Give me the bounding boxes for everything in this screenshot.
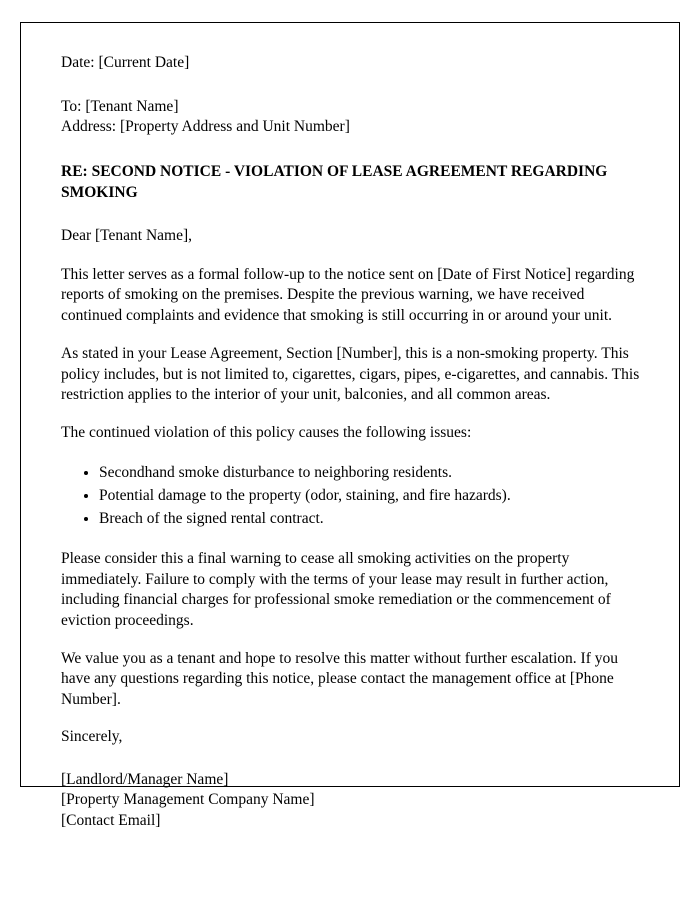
- issues-list: [61, 462, 643, 529]
- paragraph-lease-policy: As stated in your Lease Agreement, Section [Number], this is a non-smoking property. This policy includes, but is not limited to, cigarettes, cigars, pipes, e-cigarettes, and cannabis. This restriction applies to the interior of your unit, balconies, and all common areas.: [61, 345, 640, 404]
- list-item: • Breach of the signed rental contract.: [99, 508, 643, 529]
- signature-name: [Landlord/Manager Name]: [61, 771, 229, 789]
- date-line: Date: [Current Date]: [61, 54, 190, 71]
- salutation: Dear [Tenant Name],: [61, 226, 193, 244]
- letter-frame: [20, 22, 680, 829]
- recipient-block: [61, 97, 643, 137]
- signature-block: [61, 770, 643, 830]
- signature-email: [Contact Email]: [61, 811, 161, 829]
- signature-company: [Property Management Company Name]: [61, 791, 315, 809]
- list-item: • Potential damage to the property (odor, staining, and fire hazards).: [99, 485, 643, 506]
- paragraph-final-warning: Please consider this a final warning to cease all smoking activities on the property immediately. Failure to comply with the terms of your lease may result in further action, including financial charges for professional smoke remediation or the commencement of eviction proceedings.: [61, 550, 611, 629]
- paragraph-contact: We value you as a tenant and hope to resolve this matter without further escalation. If you have any questions regarding this notice, please contact the management office at [Phone Number].: [61, 649, 619, 708]
- list-item: • Secondhand smoke disturbance to neighboring residents.: [99, 462, 643, 483]
- subject-line: RE: SECOND NOTICE - VIOLATION OF LEASE AGREEMENT REGARDING SMOKING: [61, 163, 608, 201]
- paragraph-first-notice-followup: This letter serves as a formal follow-up to the notice sent on [Date of First Notice] regarding reports of smoking on the premises. Despite the previous warning, we have received continued complaints and evidence that smoking is still occurring in or around your unit.: [61, 265, 635, 324]
- issues-intro: The continued violation of this policy causes the following issues:: [61, 424, 472, 442]
- recipient-address-line: Address: [Property Address and Unit Number]: [61, 117, 350, 135]
- recipient-name-line: To: [Tenant Name]: [61, 97, 179, 115]
- closing: Sincerely,: [61, 728, 123, 746]
- date-block: [61, 53, 643, 73]
